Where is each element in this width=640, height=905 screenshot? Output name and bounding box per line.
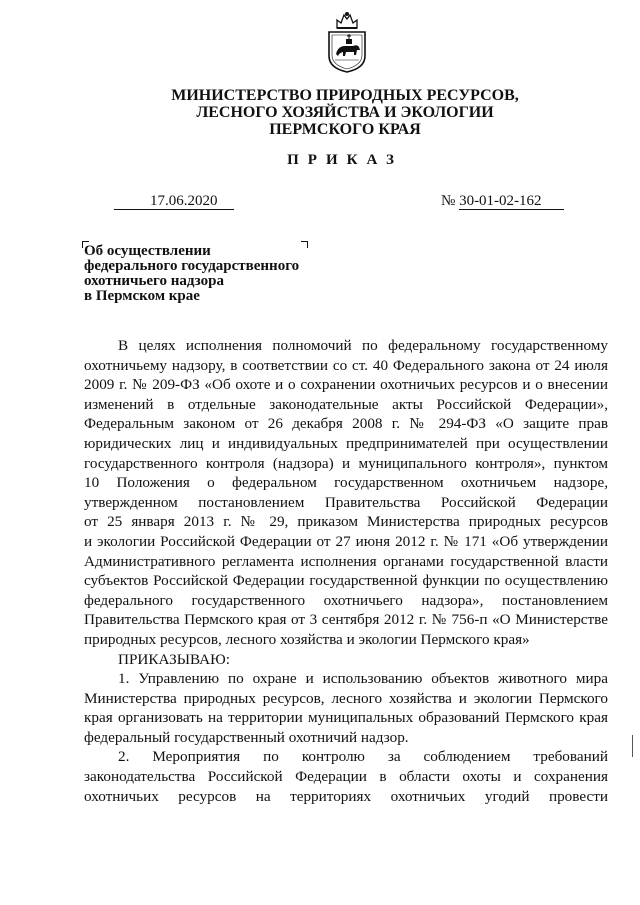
ministry-name xyxy=(150,87,540,138)
body-line: природных ресурсов, лесного хозяйства и экологии Пермского края» xyxy=(84,630,530,648)
body-line: утвержденном постановлением Правительства Российской Федерации xyxy=(84,493,608,511)
body-line: Министерства природных ресурсов, лесного хозяйства и экологии Пермского xyxy=(84,689,608,707)
body-line: 2. Мероприятия по контролю за соблюдением требований xyxy=(118,748,608,766)
orders-heading: ПРИКАЗЫВАЮ: xyxy=(118,650,230,668)
document-type-title: ПРИКАЗ xyxy=(287,152,403,168)
ministry-line: ЛЕСНОГО ХОЗЯЙСТВА И ЭКОЛОГИИ xyxy=(196,104,494,121)
coat-of-arms-icon xyxy=(326,8,368,74)
body-line: и экологии Российской Федерации от 27 июня 2012 г. № 171 «Об утверждении xyxy=(84,532,608,550)
order-date: 17.06.2020 xyxy=(114,193,234,210)
subject-line: в Пермском крае xyxy=(84,288,200,304)
body-line: В целях исполнения полномочий по федеральному государственному xyxy=(118,337,608,354)
body-line: Федеральным законом от 26 декабря 2008 г. № 294-ФЗ «О защите прав xyxy=(84,415,608,433)
body-line: 1. Управлению по охране и использованию объектов животного мира xyxy=(118,670,608,688)
scan-margin-mark xyxy=(632,735,633,757)
order-number xyxy=(441,193,564,209)
subject-line: охотничьего надзора xyxy=(84,273,224,289)
number-sign: № xyxy=(441,193,456,209)
body-line: Административного регламента исполнения органами государственной власти xyxy=(84,552,608,570)
body-line: охотничьих ресурсов на территориях охотничьих угодий провести xyxy=(84,787,608,805)
body-line: юридических лиц и индивидуальных предпринимателей при осуществлении xyxy=(84,434,608,452)
body-line: Правительства Пермского края от 3 сентября 2012 г. № 756-п «О Министерстве xyxy=(84,611,608,629)
body-line: субъектов Российской Федерации государственной функции по осуществлению xyxy=(84,572,608,590)
order-subject xyxy=(84,244,324,304)
body-line: от 25 января 2013 г. № 29, приказом Министерства природных ресурсов xyxy=(84,513,608,531)
body-line: края организовать на территории муниципальных образований Пермского края xyxy=(84,709,608,727)
body-line: изменений в отдельные законодательные акты Российской Федерации», xyxy=(84,395,608,413)
subject-line: Об осуществлении xyxy=(84,243,211,259)
ministry-line: ПЕРМСКОГО КРАЯ xyxy=(269,121,421,138)
ministry-line: МИНИСТЕРСТВО ПРИРОДНЫХ РЕСУРСОВ, xyxy=(171,87,519,104)
body-line: 10 Положения о федеральном государственном охотничьем надзоре, xyxy=(84,474,608,492)
subject-line: федерального государственного xyxy=(84,258,300,274)
body-line: федерального государственного охотничьего надзора», постановлением xyxy=(84,591,608,609)
body-line: охотничьему надзору, в соответствии со ст. 40 Федерального закона от 24 июля xyxy=(84,356,608,374)
order-number-value: 30-01-02-162 xyxy=(459,193,564,210)
body-line: государственного контроля (надзора) и муниципального контроля», пунктом xyxy=(84,454,608,472)
body-line: федеральный государственный охотничий надзор. xyxy=(84,728,409,746)
body-line: законодательства Российской Федерации в области охоты и сохранения xyxy=(84,768,608,786)
order-body xyxy=(84,336,608,806)
body-line: 2009 г. № 209-ФЗ «Об охоте и о сохранении охотничьих ресурсов и о внесении xyxy=(84,376,608,394)
